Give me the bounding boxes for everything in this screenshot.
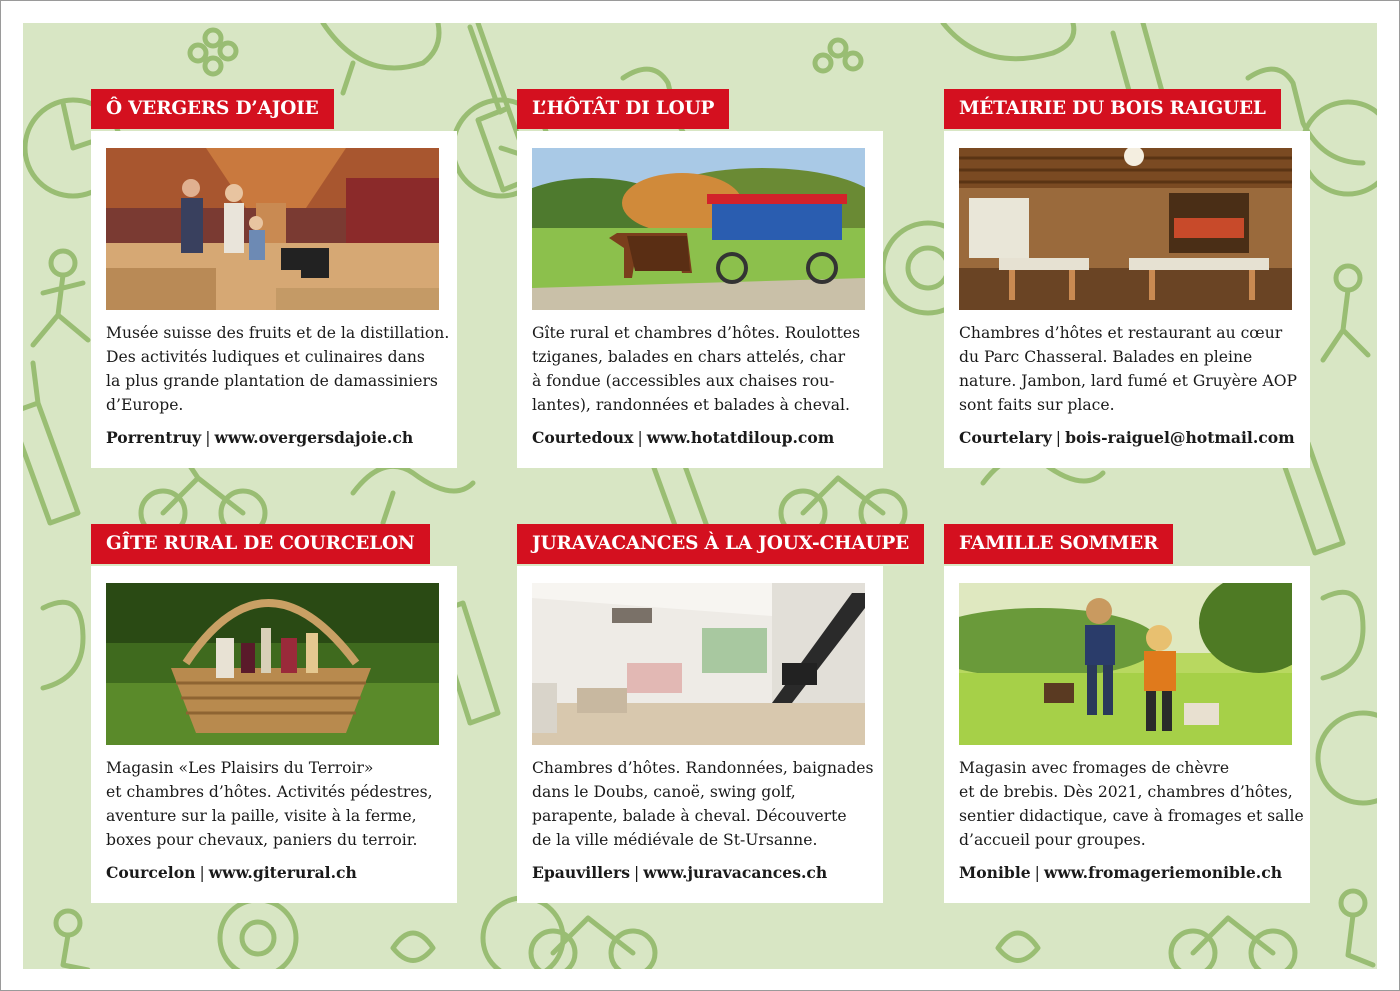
card-location: Porrentruy	[106, 428, 202, 447]
card-description	[959, 756, 1304, 852]
card-title: L’HÔTÂT DI LOUP	[517, 89, 729, 129]
separator: |	[637, 429, 643, 447]
horse-wagon-photo-icon	[532, 148, 865, 310]
description-line: aventure sur la paille, visite à la ferme,	[106, 807, 417, 825]
description-line: et chambres d’hôtes. Activités pédestres,	[106, 783, 433, 801]
card-photo	[532, 583, 865, 745]
description-line: tziganes, balades en chars attelés, char	[532, 348, 846, 366]
card-photo	[106, 583, 439, 745]
card-juravacances	[517, 566, 883, 903]
background-panel	[23, 23, 1377, 969]
card-photo	[959, 148, 1292, 310]
card-website[interactable]: www.giterural.ch	[208, 863, 357, 882]
card-footer	[532, 428, 877, 447]
description-line: Gîte rural et chambres d’hôtes. Roulottes	[532, 324, 861, 342]
leaf-icon	[998, 933, 1038, 961]
card-description	[106, 756, 446, 852]
card-title: GÎTE RURAL DE COURCELON	[91, 524, 430, 564]
separator: |	[633, 864, 640, 882]
description-line: sont faits sur place.	[959, 396, 1115, 414]
card-website[interactable]: www.juravacances.ch	[643, 863, 828, 882]
grapes-icon	[815, 40, 861, 71]
picnic-basket-photo-icon	[106, 583, 439, 745]
card-photo	[959, 583, 1292, 745]
sausage-icon	[1323, 592, 1363, 678]
description-line: du Parc Chasseral. Balades en pleine	[959, 348, 1253, 366]
description-line: et de brebis. Dès 2021, chambres d’hôtes,	[959, 783, 1293, 801]
rider-icon	[33, 251, 88, 345]
card-photo	[532, 148, 865, 310]
description-line: d’accueil pour groupes.	[959, 831, 1146, 849]
rider-icon	[1341, 891, 1373, 965]
card-website[interactable]: www.overgersdajoie.ch	[214, 428, 414, 447]
dinosaur-icon	[943, 23, 1074, 59]
card-hotat-di-loup	[517, 131, 883, 468]
description-line: dans le Doubs, canoë, swing golf,	[532, 783, 796, 801]
card-title: Ô VERGERS D’AJOIE	[91, 89, 334, 129]
children-goats-photo-icon	[959, 583, 1292, 745]
cheese-wheel-icon	[1318, 713, 1377, 803]
cheese-wheel-icon	[220, 900, 296, 969]
card-footer	[106, 428, 451, 447]
description-line: boxes pour chevaux, paniers du terroir.	[106, 831, 418, 849]
living-room-photo-icon	[532, 583, 865, 745]
card-footer	[532, 863, 877, 882]
card-location: Monible	[959, 863, 1031, 882]
card-description	[532, 756, 872, 852]
description-line: la plus grande plantation de damassiniers	[106, 372, 438, 390]
description-line: Magasin avec fromages de chèvre	[959, 759, 1230, 777]
separator: |	[1034, 864, 1040, 882]
card-email[interactable]: bois-raiguel@hotmail.com	[1065, 428, 1295, 447]
card-title: JURAVACANCES À LA JOUX-CHAUPE	[517, 524, 924, 564]
card-description	[106, 321, 450, 417]
rider-icon	[56, 911, 88, 969]
card-gite-rural-de-courcelon	[91, 566, 457, 903]
card-location: Courtelary	[959, 428, 1052, 447]
card-website[interactable]: www.fromageriemonible.ch	[1043, 863, 1283, 882]
card-o-vergers-dajoie	[91, 131, 457, 468]
card-location: Courtedoux	[532, 428, 634, 447]
description-line: parapente, balade à cheval. Découverte	[532, 807, 847, 825]
description-line: Des activités ludiques et culinaires dans	[106, 348, 425, 366]
card-metairie-du-bois-raiguel	[944, 131, 1310, 468]
description-line: Magasin «Les Plaisirs du Terroir»	[106, 759, 374, 777]
bicycle-icon	[531, 918, 655, 969]
description-line: à fondue (accessibles aux chaises rou-	[532, 372, 835, 390]
leaf-icon	[393, 933, 433, 961]
card-photo	[106, 148, 439, 310]
grapes-icon	[190, 30, 236, 74]
sausage-icon	[43, 602, 83, 688]
card-footer	[959, 428, 1304, 447]
bicycle-icon	[1171, 918, 1295, 969]
card-footer	[106, 863, 451, 882]
description-line: Chambres d’hôtes. Randonnées, baignades	[532, 759, 874, 777]
orchard-shop-photo-icon	[106, 148, 439, 310]
cheese-wheel-icon	[1302, 102, 1377, 194]
card-famille-sommer	[944, 566, 1310, 903]
description-line: de la ville médiévale de St-Ursanne.	[532, 831, 818, 849]
card-footer	[959, 863, 1304, 882]
description-line: d’Europe.	[106, 396, 184, 414]
card-description	[532, 321, 872, 417]
separator: |	[1055, 429, 1062, 447]
description-line: Musée suisse des fruits et de la distillation.	[106, 324, 450, 342]
card-title: MÉTAIRIE DU BOIS RAIGUEL	[944, 89, 1281, 129]
bottle-icon	[23, 363, 78, 523]
rider-icon	[1323, 266, 1368, 360]
card-description	[959, 321, 1299, 417]
card-website[interactable]: www.hotatdiloup.com	[646, 428, 835, 447]
description-line: Chambres d’hôtes et restaurant au cœur	[959, 324, 1283, 342]
card-title: FAMILLE SOMMER	[944, 524, 1173, 564]
dinosaur-icon	[323, 23, 439, 93]
card-location: Courcelon	[106, 863, 196, 882]
card-location: Epauvillers	[532, 863, 630, 882]
description-line: nature. Jambon, lard fumé et Gruyère AOP	[959, 372, 1297, 390]
description-line: lantes), randonnées et balades à cheval.	[532, 396, 850, 414]
restaurant-interior-photo-icon	[959, 148, 1292, 310]
separator: |	[199, 864, 205, 882]
dinosaur-icon	[353, 466, 473, 523]
separator: |	[205, 429, 211, 447]
description-line: sentier didactique, cave à fromages et salle	[959, 807, 1304, 825]
